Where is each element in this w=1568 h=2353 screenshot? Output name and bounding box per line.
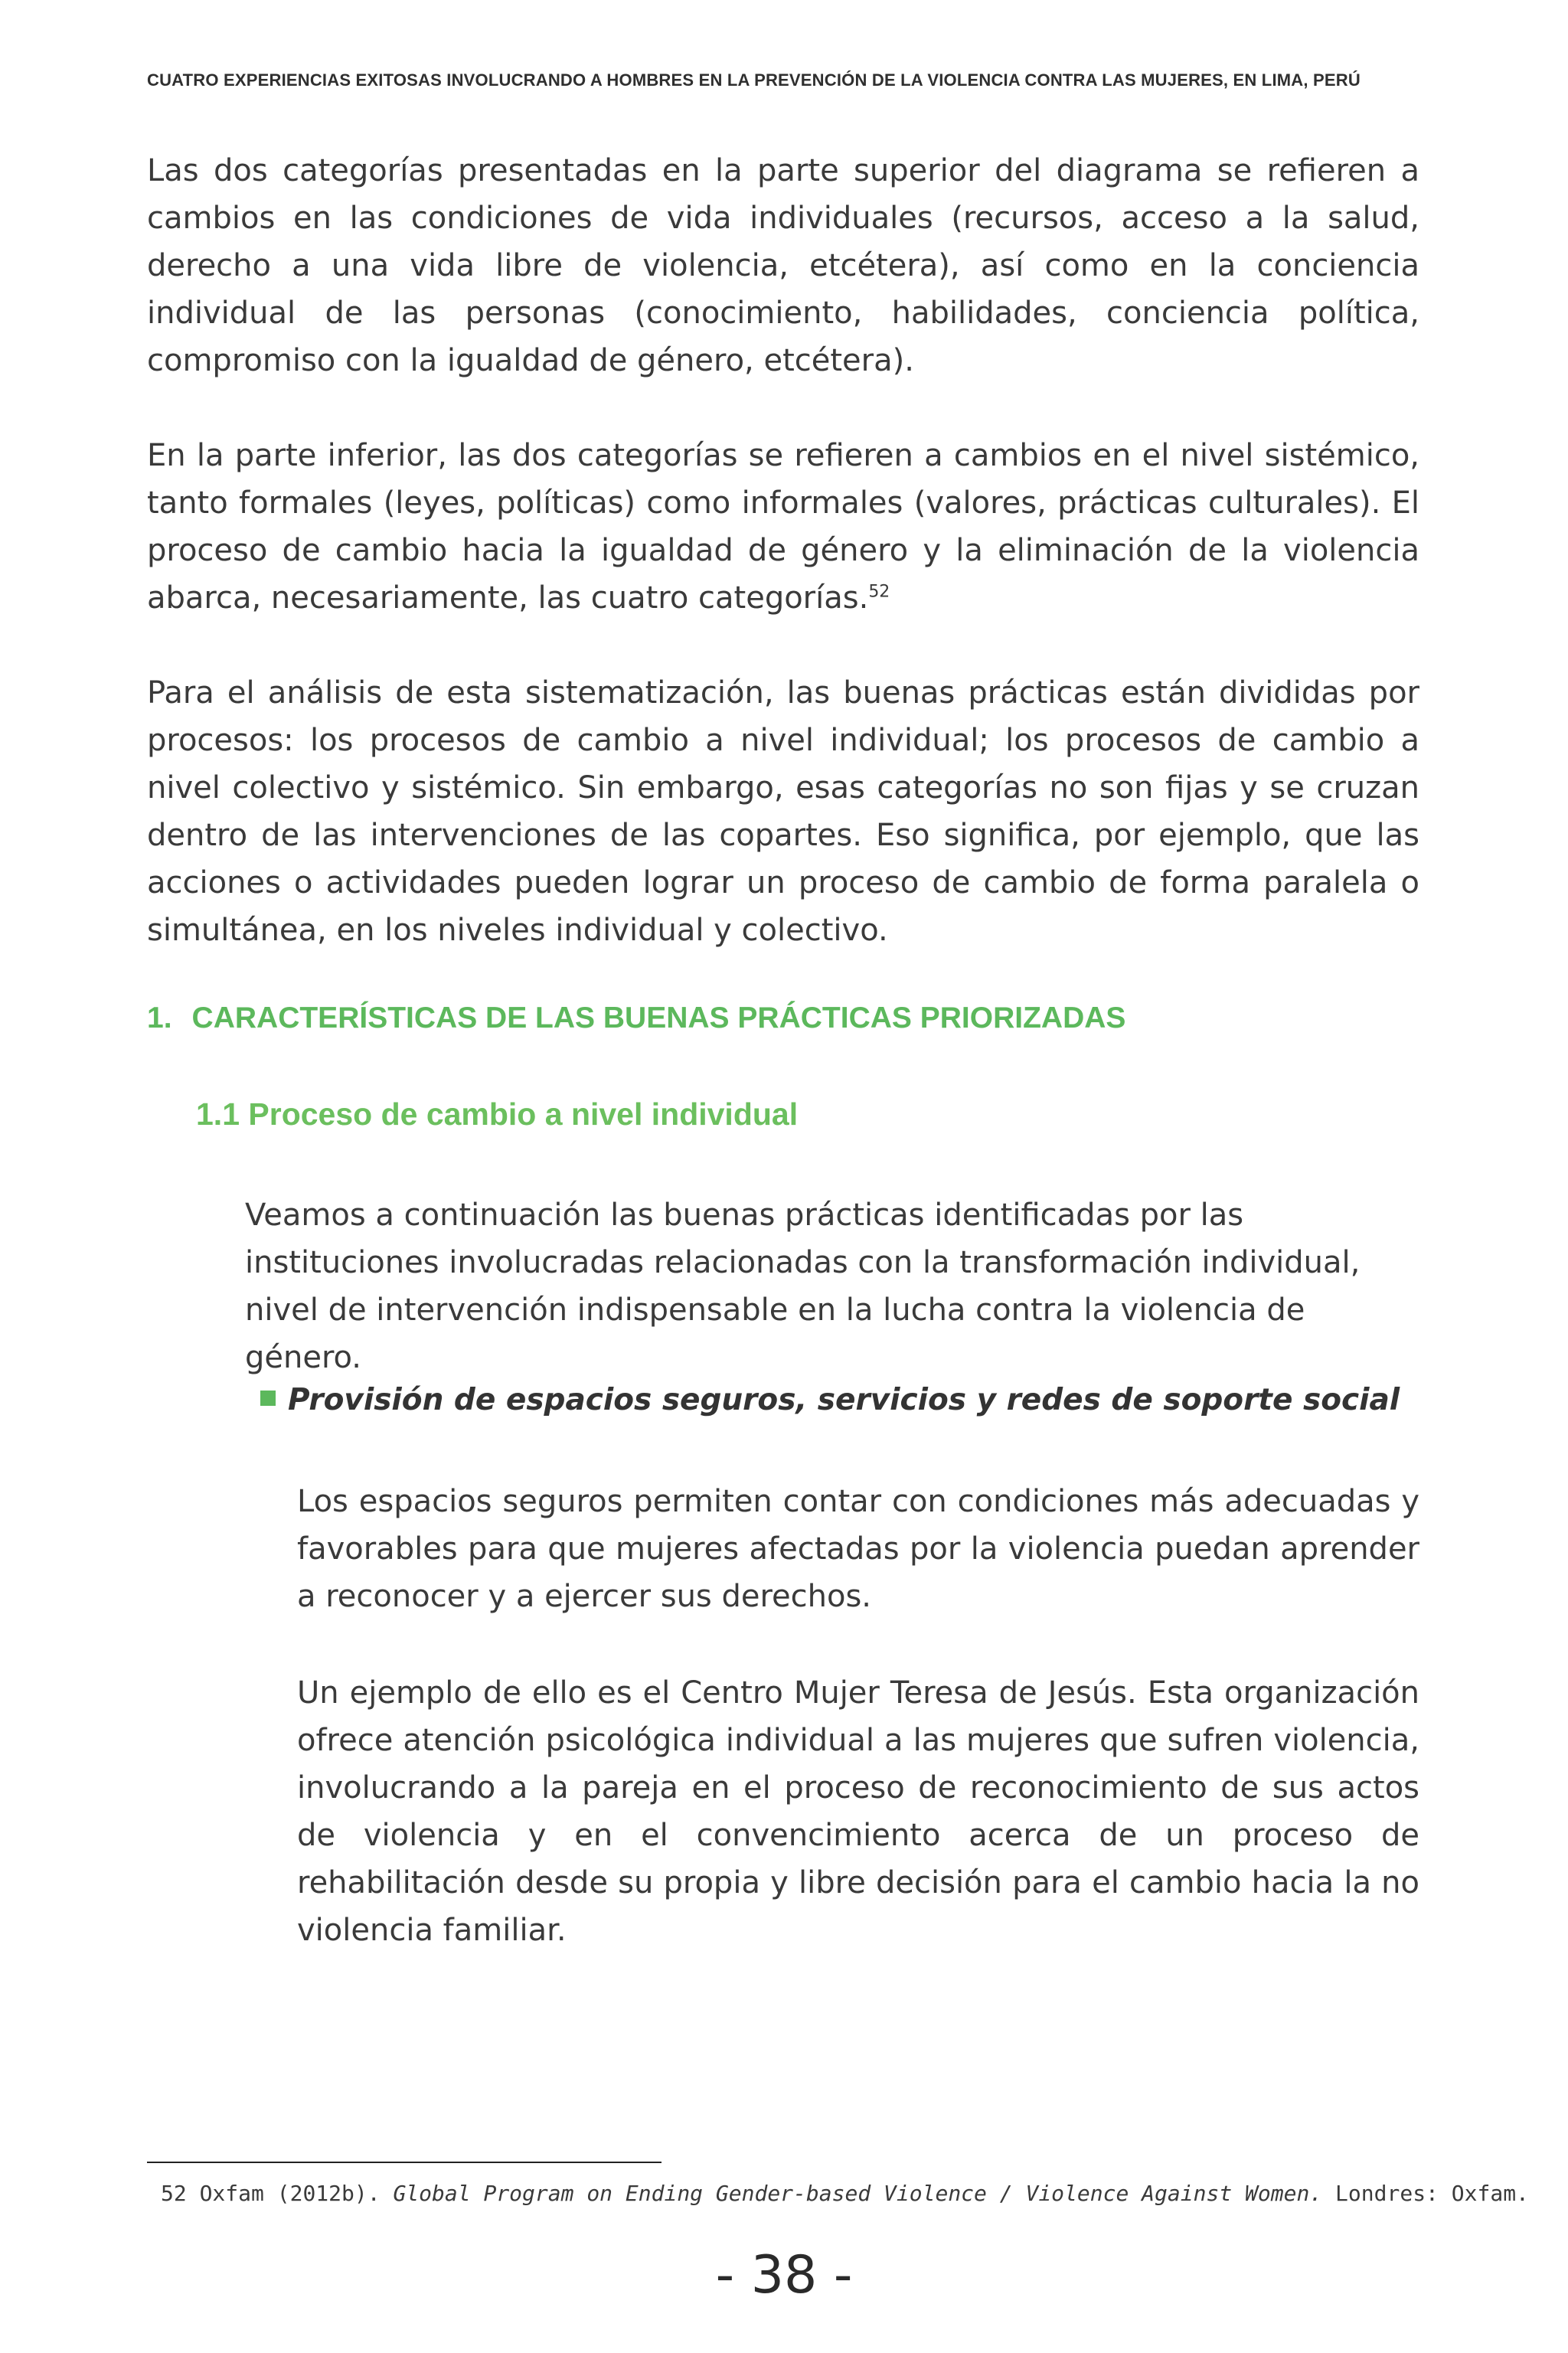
footnote-title: Global Program on Ending Gender-based Violence / Violence Against Women. xyxy=(393,2181,1323,2206)
subsection-intro: Veamos a continuación las buenas prácticas identificadas por las instituciones involucradas relacionadas con la transformación individual, nivel de intervención indispensable en la lucha contra la violencia de género. xyxy=(245,1198,1361,1375)
bullet-paragraph-example: Un ejemplo de ello es el Centro Mujer Teresa de Jesús. Esta organización ofrece atención psicológica individual a las mujeres que sufren violencia, involucrando a la pareja en el proceso de reconocimiento de sus actos de violencia y en el convencimiento acerca de un proceso de rehabilitación desde su propia y libre decisión para el cambio hacia la no violencia familiar. xyxy=(297,1675,1419,1948)
bullet-paragraph-safe-spaces: Los espacios seguros permiten contar con condiciones más adecuadas y favorables para que mujeres afectadas por la violencia puedan aprender a reconocer y a ejercer sus derechos. xyxy=(297,1484,1419,1614)
footnote xyxy=(161,2181,1529,2206)
bullet-heading xyxy=(260,1383,1400,1417)
paragraph-diagram-top-categories: Las dos categorías presentadas en la parte superior del diagrama se refieren a cambios en las condiciones de vida individuales (recursos, acceso a la salud, derecho a una vida libre de violencia, etcétera), así como en la conciencia individual de las personas (conocimiento, habilidades, conciencia política, compromiso con la igualdad de género, etcétera). xyxy=(147,153,1419,378)
footnote-reference[interactable]: 52 xyxy=(868,582,890,602)
bullet-title: Provisión de espacios seguros, servicios y redes de soporte social xyxy=(288,1383,1400,1417)
footnote-tail: Londres: Oxfam. xyxy=(1335,2181,1529,2206)
paragraph-analysis-processes: Para el análisis de esta sistematización, las buenas prácticas están divididas por procesos: los procesos de cambio a nivel individual; los procesos de cambio a nivel colectivo y sistémico. Sin embargo, esas categorías no son fijas y se cruzan dentro de las intervenciones de las copartes. Eso significa, por ejemplo, que las acciones o actividades pueden lograr un proceso de cambio de forma paralela o simultánea, en los niveles individual y colectivo. xyxy=(147,675,1419,948)
footnote-number: 52 xyxy=(161,2181,187,2206)
section-number: 1. xyxy=(147,1002,172,1034)
footnote-divider xyxy=(147,2162,662,2163)
page-number: - 38 - xyxy=(715,2245,853,2306)
footnote-lead: Oxfam (2012b). xyxy=(199,2181,381,2206)
green-square-bullet-icon xyxy=(260,1391,276,1406)
running-header: CUATRO EXPERIENCIAS EXITOSAS INVOLUCRANDO A HOMBRES EN LA PREVENCIÓN DE LA VIOLENCIA CONTRA LAS MUJERES, EN LIMA, PERÚ xyxy=(147,70,1361,90)
paragraph-text: En la parte inferior, las dos categorías se refieren a cambios en el nivel sistémico, tanto formales (leyes, políticas) como informales (valores, prácticas culturales). El proceso de cambio hacia la igualdad de género y la eliminación de la violencia abarca, necesariamente, las cuatro categorías. xyxy=(147,438,1419,616)
subsection-heading: 1.1 Proceso de cambio a nivel individual xyxy=(196,1096,799,1132)
section-title: CARACTERÍSTICAS DE LAS BUENAS PRÁCTICAS PRIORIZADAS xyxy=(191,1002,1126,1034)
section-heading xyxy=(147,1002,1125,1035)
paragraph-diagram-bottom-categories xyxy=(147,432,1419,622)
